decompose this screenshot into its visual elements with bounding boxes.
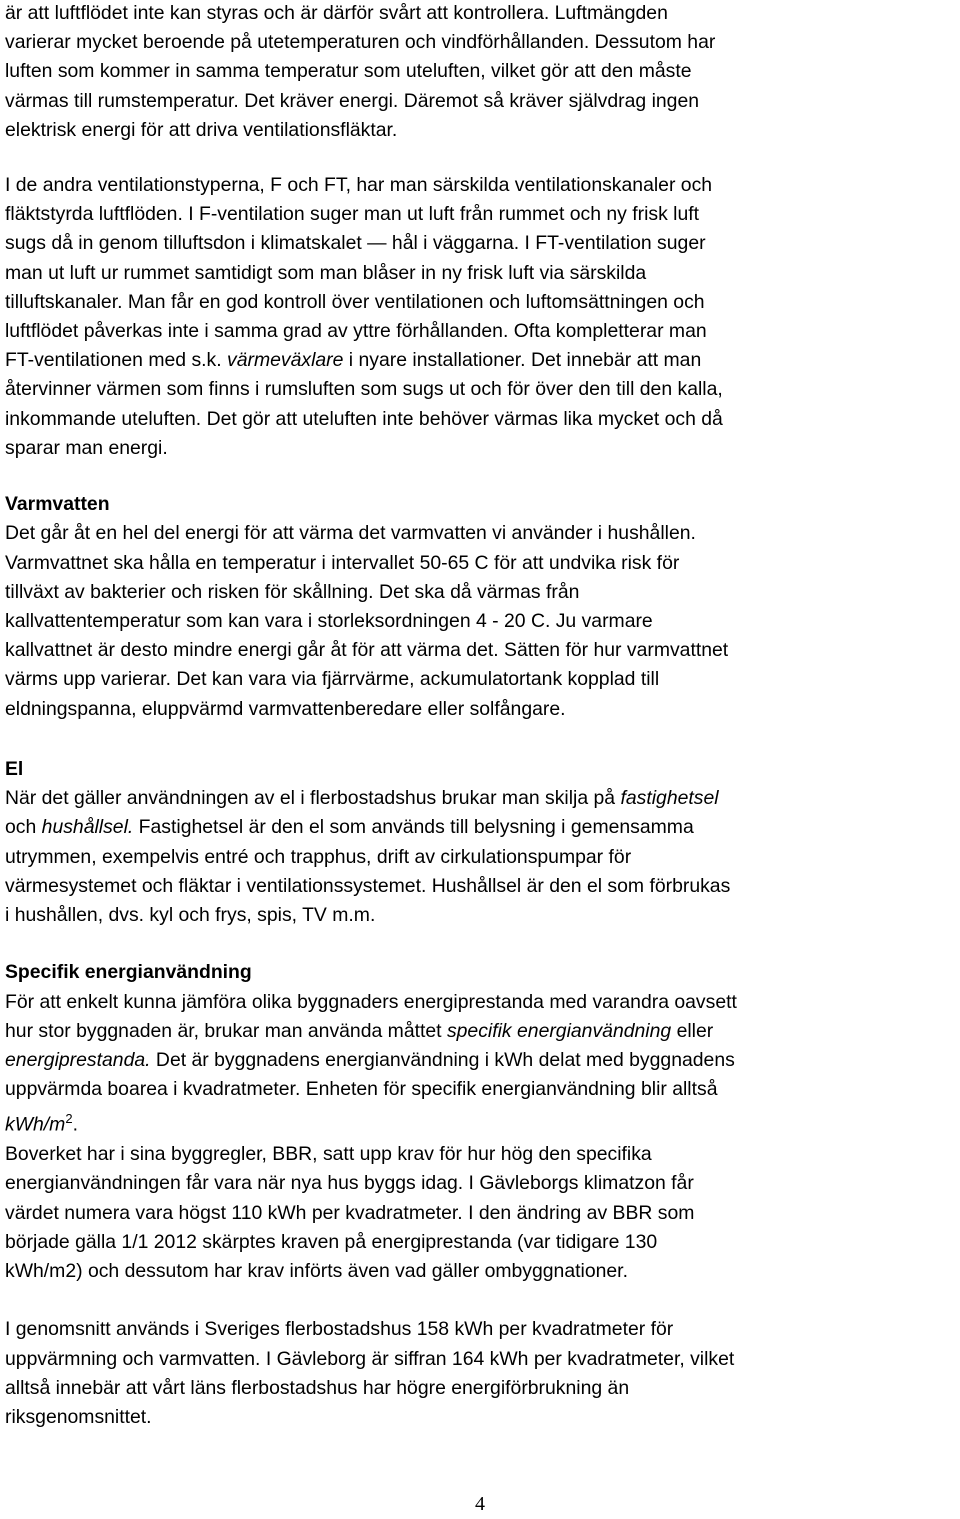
text-line: energianvändningen får vara när nya hus byggs idag. I Gävleborgs klimatzon får: [5, 1172, 694, 1195]
italic-term: fastighetsel: [620, 787, 719, 810]
italic-term: värmeväxlare: [227, 349, 344, 372]
text-line: man ut luft ur rummet samtidigt som man blåser in ny frisk luft via särskilda: [5, 261, 647, 284]
text-line: sparar man energi.: [5, 436, 168, 459]
text-run: eller: [671, 1019, 714, 1042]
paragraph-genomsnitt: [5, 1315, 960, 1432]
text-line: började gälla 1/1 2012 skärptes kraven på energiprestanda (var tidigare 130: [5, 1230, 658, 1253]
italic-term: hushållsel.: [41, 816, 134, 839]
section-heading-varmvatten: Varmvatten: [5, 493, 110, 516]
text-line: värmesystemet och fläktar i ventilationssystemet. Hushållsel är den el som förbrukas: [5, 874, 731, 897]
text-line: fläktstyrda luftflöden. I F-ventilation suger man ut luft från rummet och ny frisk luft: [5, 203, 700, 226]
text-line: För att enkelt kunna jämföra olika byggnaders energiprestanda med varandra oavsett: [5, 990, 737, 1013]
text-line: [5, 1017, 960, 1046]
text-run: hur stor byggnaden är, brukar man använda måttet: [5, 1019, 447, 1042]
text-line: i hushållen, dvs. kyl och frys, spis, TV m.m.: [5, 904, 376, 927]
text-line: eldningspanna, eluppvärmd varmvattenberedare eller solfångare.: [5, 697, 566, 720]
text-line: kallvattentemperatur som kan vara i storleksordningen 4 - 20 C. Ju varmare: [5, 610, 653, 633]
text-run: och: [5, 816, 42, 839]
text-line: är att luftflödet inte kan styras och är därför svårt att kontrollera. Luftmängden: [5, 2, 668, 24]
paragraph-specifik-definition: [5, 988, 960, 1287]
text-run: När det gäller användningen av el i flerbostadshus brukar man skilja på: [5, 787, 621, 810]
text-line: [5, 1046, 960, 1075]
text-line: inkommande uteluften. Det gör att uteluften inte behöver värmas lika mycket och då: [5, 407, 723, 430]
text-line: Varmvattnet ska hålla en temperatur i intervallet 50-65 C för att undvika risk för: [5, 551, 680, 574]
text-line: I de andra ventilationstyperna, F och FT, har man särskilda ventilationskanaler och: [5, 174, 713, 197]
unit-kwh-per-m2: kWh/m: [5, 1113, 66, 1136]
text-line: utrymmen, exempelvis entré och trapphus, drift av cirkulationspumpar för: [5, 845, 632, 868]
text-line: uppvärmning och varmvatten. I Gävleborg är siffran 164 kWh per kvadratmeter, vilket: [5, 1347, 735, 1370]
text-line: återvinner värmen som finns i rumsluften som sugs ut och för över den till den kalla,: [5, 378, 723, 401]
text-line: luften som kommer in samma temperatur som uteluften, vilket gör att den måste: [5, 60, 692, 83]
text-run: Fastighetsel är den el som används till belysning i gemensamma: [133, 816, 694, 839]
text-line: alltså innebär att vårt läns flerbostadshus har högre energiförbrukning än: [5, 1376, 630, 1399]
section-heading-el: El: [5, 758, 24, 781]
paragraph-varmvatten: [5, 519, 960, 723]
text-line: sugs då in genom tilluftsdon i klimatskalet — hål i väggarna. I FT-ventilation suger: [5, 232, 706, 255]
paragraph-self-ventilation: [5, 0, 960, 145]
text-line: elektrisk energi för att driva ventilationsfläktar.: [5, 118, 398, 141]
paragraph-el: [5, 784, 960, 930]
italic-term: specifik energianvändning: [446, 1019, 672, 1042]
text-line: luftflödet påverkas inte i samma grad av yttre förhållanden. Ofta kompletterar man: [5, 320, 707, 343]
section-heading-specifik-energianvandning: Specifik energianvändning: [5, 961, 252, 984]
text-line: [5, 346, 960, 375]
text-line: Boverket har i sina byggregler, BBR, satt upp krav för hur hög den specifika: [5, 1143, 652, 1166]
document-page: [5, 0, 960, 1432]
text-run: i nyare installationer. Det innebär att man: [343, 349, 702, 372]
text-run: FT-ventilationen med s.k.: [5, 349, 228, 372]
text-line: riksgenomsnittet.: [5, 1405, 152, 1428]
text-run: Det är byggnadens energianvändning i kWh delat med byggnadens: [150, 1049, 735, 1072]
page-number: 4: [475, 1493, 485, 1515]
text-line: [5, 813, 960, 842]
text-line: uppvärmda boarea i kvadratmeter. Enheten för specifik energianvändning blir alltså: [5, 1078, 718, 1101]
text-line: Det går åt en hel del energi för att värma det varmvatten vi använder i hushållen.: [5, 522, 696, 545]
text-line: kWh/m2) och dessutom har krav införts även vad gäller ombyggnationer.: [5, 1259, 628, 1282]
text-run: .: [72, 1113, 78, 1136]
text-line: [5, 1104, 960, 1140]
text-line: värdet numera vara högst 110 kWh per kvadratmeter. I den ändring av BBR som: [5, 1201, 695, 1224]
paragraph-f-ft-ventilation: [5, 171, 960, 463]
italic-term: energiprestanda.: [5, 1049, 151, 1072]
text-line: värms upp varierar. Det kan vara via fjärrvärme, ackumulatortank kopplad till: [5, 668, 660, 691]
text-line: värmas till rumstemperatur. Det kräver energi. Däremot så kräver självdrag ingen: [5, 89, 700, 112]
text-line: kallvattnet är desto mindre energi går åt för att värma det. Sätten för hur varmvattnet: [5, 639, 729, 662]
text-line: tilluftskanaler. Man får en god kontroll över ventilationen och luftomsättningen och: [5, 290, 705, 313]
text-line: I genomsnitt används i Sveriges flerbostadshus 158 kWh per kvadratmeter för: [5, 1318, 674, 1341]
unit-exponent: 2: [65, 1111, 73, 1127]
text-line: tillväxt av bakterier och risken för skållning. Det ska då värmas från: [5, 580, 580, 603]
text-line: varierar mycket beroende på utetemperaturen och vindförhållanden. Dessutom har: [5, 31, 716, 54]
text-line: [5, 784, 960, 813]
